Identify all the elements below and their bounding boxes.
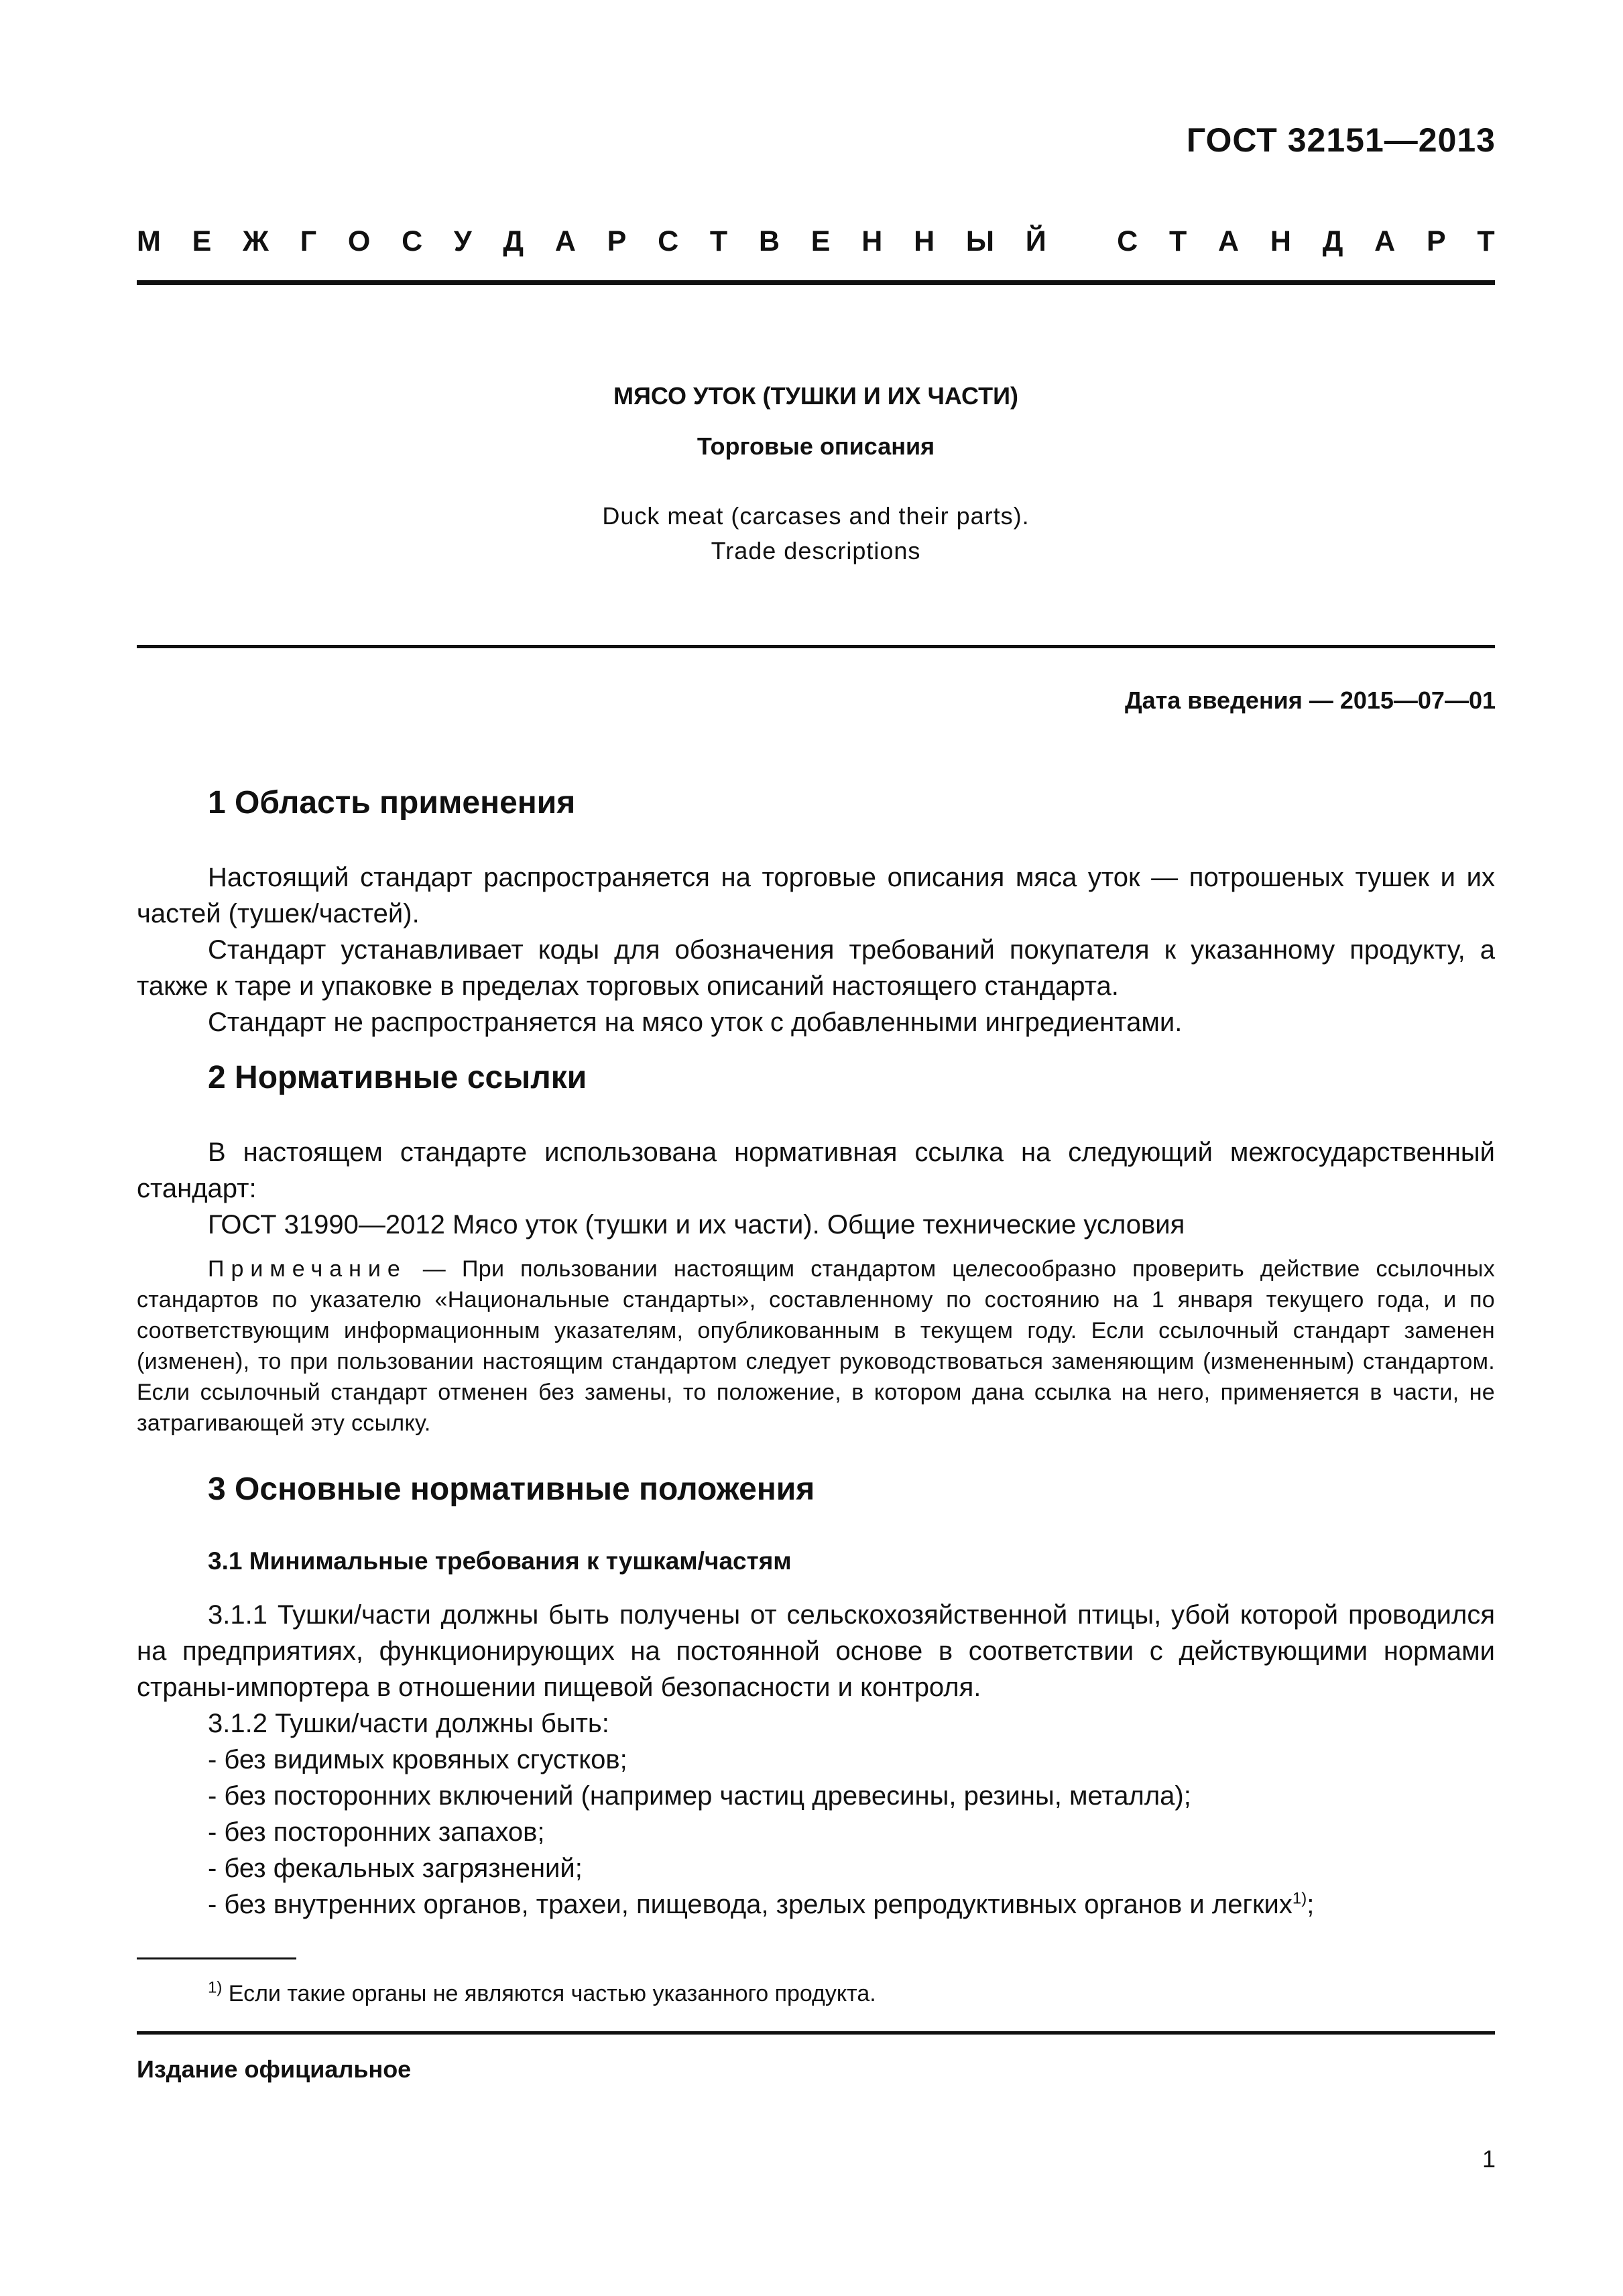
banner-letter: А [1374, 225, 1396, 257]
list-item-text: - без внутренних органов, трахеи, пищевода, зрелых репродуктивных органов и легких [208, 1890, 1293, 1919]
standard-banner [137, 225, 1495, 258]
banner-letter: Р [607, 225, 627, 257]
banner-letter: Д [503, 225, 524, 257]
list-item-tail: ; [1307, 1890, 1315, 1919]
banner-letter: С [1117, 225, 1138, 257]
footnote-rule [137, 1957, 296, 1959]
banner-letter: С [402, 225, 423, 257]
banner-letter: Н [1270, 225, 1291, 257]
title-english-line2: Trade descriptions [711, 537, 921, 564]
section-1-paragraph-1: Настоящий стандарт распространяется на торговые описания мяса уток — потрошеных тушек и их частей (тушек/частей). [137, 863, 1495, 928]
section-2-note [137, 1254, 1495, 1439]
banner-letter [1077, 225, 1085, 258]
banner-letter: А [1218, 225, 1240, 257]
footnote [208, 1978, 876, 2007]
requirements-list [208, 1742, 1495, 1923]
banner-letter: Т [1169, 225, 1187, 257]
note-label: Примечание [208, 1256, 407, 1282]
document-number: ГОСТ 32151—2013 [1186, 121, 1496, 159]
section-3-heading: 3 Основные нормативные положения [208, 1471, 815, 1507]
list-item: - без посторонних включений (например частиц древесины, резины, металла); [208, 1781, 1191, 1811]
clause-3-1-1: 3.1.1 Тушки/части должны быть получены от сельскохозяйственной птицы, убой которой проводился на предприятиях, функционирующих на постоянной основе в соответствии с действующими нормами страны-импортера в отношении пищевой безопасности и контроля. [137, 1600, 1495, 1702]
list-item-last [208, 1886, 1495, 1923]
clause-3-1-2: 3.1.2 Тушки/части должны быть: [208, 1709, 609, 1738]
section-2-body [137, 1134, 1495, 1243]
footnote-text: Если такие органы не являются частью указанного продукта. [222, 1981, 876, 2006]
banner-letter: Т [1477, 225, 1495, 257]
section-1-paragraph-2: Стандарт устанавливает коды для обозначения требований покупателя к указанному продукту, а также к таре и упаковке в пределах торговых описаний настоящего стандарта. [137, 935, 1495, 1001]
list-item: - без посторонних запахов; [208, 1817, 545, 1847]
introduction-date: Дата введения — 2015—07—01 [1124, 686, 1496, 714]
edition-label: Издание официальное [137, 2055, 412, 2083]
banner-letter: Н [914, 225, 935, 257]
section-2-reference: ГОСТ 31990—2012 Мясо уток (тушки и их части). Общие технические условия [208, 1210, 1185, 1240]
section-3-body [137, 1597, 1495, 1742]
banner-letter: Е [810, 225, 831, 257]
banner-letter: Д [1322, 225, 1343, 257]
title-russian: МЯСО УТОК (ТУШКИ И ИХ ЧАСТИ) [613, 382, 1018, 410]
note-text: — При пользовании настоящим стандартом целесообразно проверить действие ссылочных стандартов по указателю «Национальные стандарты», составленному по состоянию на 1 января текущего года, и по соответствующим информационным указателям, опубликованным в текущем году. Если ссылочный стандарт заменен (изменен), то при пользовании настоящим стандартом следует руководствоваться заменяющим (измененным) стандартом. Если ссылочный стандарт отменен без замены, то положение, в котором дана ссылка на него, применяется в части, не затрагивающей эту ссылку. [137, 1256, 1495, 1436]
banner-letter: А [554, 225, 576, 257]
footer-rule [137, 2031, 1495, 2035]
subsection-3-1-heading: 3.1 Минимальные требования к тушкам/частям [208, 1547, 792, 1575]
subtitle-russian: Торговые описания [697, 432, 935, 460]
banner-letter: Н [861, 225, 883, 257]
banner-letter: Р [1426, 225, 1446, 257]
banner-letter: Т [709, 225, 728, 257]
banner-letter: М [137, 225, 161, 257]
banner-letter: У [453, 225, 472, 257]
banner-letter: Ы [965, 225, 995, 257]
title-rule [137, 645, 1495, 648]
section-1-heading: 1 Область применения [208, 785, 576, 821]
banner-letter: Е [192, 225, 212, 257]
section-1-paragraph-3: Стандарт не распространяется на мясо уток с добавленными ингредиентами. [208, 1008, 1183, 1037]
title-english [137, 499, 1495, 568]
title-english-line1: Duck meat (carcases and their parts). [602, 502, 1030, 530]
banner-letter: О [347, 225, 371, 257]
banner-letter: Й [1025, 225, 1046, 257]
section-1-body [137, 859, 1495, 1040]
footnote-mark: 1) [208, 1978, 223, 1997]
section-2-paragraph-1: В настоящем стандарте использована нормативная ссылка на следующий межгосударственный стандарт: [137, 1138, 1495, 1203]
banner-letter: Ж [243, 225, 269, 257]
header-rule [137, 280, 1495, 285]
banner-letter: В [758, 225, 780, 257]
section-2-heading: 2 Нормативные ссылки [208, 1060, 587, 1095]
page-number: 1 [1482, 2145, 1496, 2173]
footnote-reference: 1) [1292, 1889, 1307, 1908]
banner-letter: С [658, 225, 679, 257]
list-item: - без фекальных загрязнений; [208, 1854, 583, 1883]
banner-letter: Г [300, 225, 317, 257]
list-item: - без видимых кровяных сгустков; [208, 1745, 627, 1774]
